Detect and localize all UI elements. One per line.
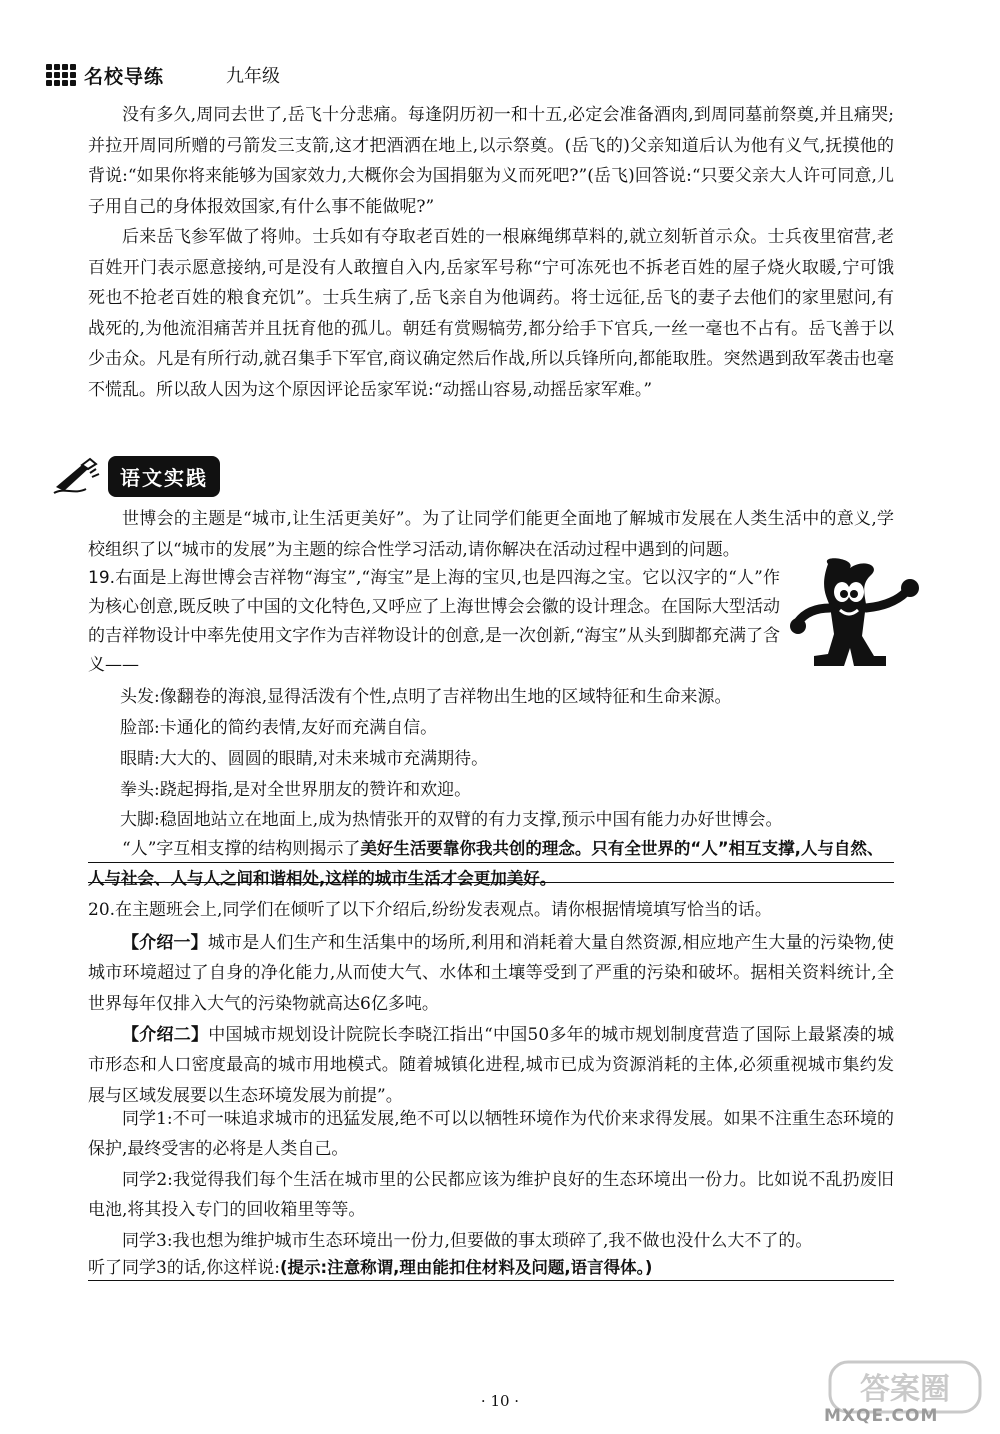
passage-paragraph-2: 后来岳飞参军做了将帅。士兵如有夺取老百姓的一根麻绳绑草料的,就立刻斩首示众。士兵夜里宿营,老百姓开门表示愿意接纳,可是没有人敢擅自入内,岳家军号称“宁可冻死也不拆老百姓的屋子烧火取暖,宁可饿死也不抢老百姓的粮食充饥”。士兵生病了,岳飞亲自为他调药。将士远征,岳飞的妻子去他们的家里慰问,有战死的,为他流泪痛苦并且抚育他的孤儿。朝廷有赏赐犒劳,都分给手下官兵,一丝一毫也不占有。岳飞善于以少击众。凡是有所行动,就召集手下军官,商议确定然后作战,所以兵锋所向,都能取胜。突然遇到敌军袭击也毫不慌乱。所以敌人因为这个原因评论岳家军说:“动摇山容易,动摇岳家军难。” — [88, 227, 894, 400]
mascot-feature-face: 脸部:卡通化的简约表情,友好而充满自信。 — [120, 718, 438, 738]
conclusion-prefix: “人”字互相支撑的结构则揭示了 — [122, 839, 361, 859]
question-number: 19. — [88, 568, 116, 588]
introduction-text: 中国城市规划设计院院长李晓江指出“中国50多年的城市规划制度营造了国际上最紧凑的城市形态和人口密度最高的城市用地模式。随着城镇化进程,城市已成为资源消耗的主体,必须重视城市集约发展与区域发展要以生态环境发展为前提”。 — [88, 1025, 894, 1106]
question-text: 在主题班会上,同学们在倾听了以下介绍后,纷纷发表观点。请你根据情境填写恰当的话。 — [115, 900, 772, 920]
series-logo-icon — [46, 64, 76, 86]
introduction-text: 城市是人们生产和生活集中的场所,利用和消耗着大量自然资源,相应地产生大量的污染物,使城市环境超过了自身的净化能力,从而使大气、水体和土壤等受到了严重的污染和破坏。据相关资料统计,全世界每年仅排入大气的污染物就高达6亿多吨。 — [88, 933, 895, 1014]
student-3-statement: 同学3:我也想为维护城市生态环境出一份力,但要做的事太琐碎了,我不做也没什么大不了的。 — [122, 1231, 813, 1251]
question-20 — [88, 896, 898, 925]
question-text: 右面是上海世博会吉祥物“海宝”,“海宝”是上海的宝贝,也是四海之宝。它以汉字的“人”作为核心创意,既反映了中国的文化特色,又呼应了上海世博会会徽的设计理念。在国际大型活动的吉祥物设计中率先使用文字作为吉祥物设计的创意,是一次创新,“海宝”从头到脚都充满了含义—— — [88, 568, 780, 675]
question-number: 20. — [88, 900, 116, 920]
answer-text: 美好生活要靠你我共创的理念。只有全世界的“人”相互支撑,人与自然、人与社会、人与人之间和谐相处,这样的城市生活才会更加美好。 — [88, 839, 884, 888]
mascot-feature-fist: 拳头:跷起拇指,是对全世界朋友的赞许和欢迎。 — [120, 780, 472, 800]
haibao-mascot-image — [790, 556, 922, 668]
series-title: 名校导练 — [84, 65, 165, 88]
watermark-text: 答案圈 — [860, 1372, 950, 1407]
answer-line — [88, 1280, 894, 1281]
mascot-feature-hair: 头发:像翻卷的海浪,显得活泼有个性,点明了吉祥物出生地的区域特征和生命来源。 — [120, 687, 732, 707]
introduction-tag: 【介绍一】 — [122, 933, 208, 953]
mascot-feature-feet: 大脚:稳固地站立在地面上,成为热情张开的双臂的有力支撑,预示中国有能力办好世博会。 — [120, 810, 783, 830]
introduction-tag: 【介绍二】 — [122, 1025, 209, 1045]
mascot-feature-eyes: 眼睛:大大的、圆圆的眼睛,对未来城市充满期待。 — [120, 749, 489, 769]
watermark-url: MXQE.COM — [824, 1406, 939, 1426]
question-19-conclusion — [88, 834, 896, 894]
passage-paragraph-1: 没有多久,周同去世了,岳飞十分悲痛。每逢阴历初一和十五,必定会准备酒肉,到周同墓前祭奠,并且痛哭;并拉开周同所赠的弓箭发三支箭,这才把酒洒在地上,以示祭奠。(岳飞的)父亲知道后认为他有义气,抚摸他的背说:“如果你将来能够为国家效力,大概你会为国捐躯为义而死吧?”(岳飞)回答说:“只要父亲大人许可同意,儿子用自己的身体报效国家,有什么事不能做呢?” — [88, 105, 894, 217]
page-header — [46, 60, 280, 90]
answer-line — [88, 882, 894, 883]
question-19 — [88, 564, 780, 680]
page-number: · 10 · — [480, 1392, 520, 1410]
student-1-statement: 同学1:不可一味追求城市的迅猛发展,绝不可以以牺牲环境作为代价来求得发展。如果不注重生态环境的保护,最终受害的必将是人类自己。 — [88, 1109, 894, 1160]
introduction-2 — [88, 1020, 894, 1111]
prompt-text: 听了同学3的话,你这样说: — [88, 1258, 280, 1278]
introduction-1 — [88, 928, 894, 1019]
writing-pen-icon — [52, 457, 102, 495]
answer-line — [88, 862, 894, 863]
response-prompt — [88, 1253, 898, 1283]
section-intro: 世博会的主题是“城市,让生活更美好”。为了让同学们能更全面地了解城市发展在人类生活中的意义,学校组织了以“城市的发展”为主题的综合性学习活动,请你解决在活动过程中遇到的问题。 — [88, 509, 894, 560]
hint-text: (提示:注意称谓,理由能扣住材料及问题,语言得体。) — [279, 1258, 653, 1277]
grade-label: 九年级 — [226, 66, 281, 87]
section-title: 语文实践 — [108, 456, 220, 497]
student-2-statement: 同学2:我觉得我们每个生活在城市里的公民都应该为维护良好的生态环境出一份力。比如说不乱扔废旧电池,将其投入专门的回收箱里等等。 — [88, 1170, 894, 1221]
section-heading — [52, 454, 220, 498]
